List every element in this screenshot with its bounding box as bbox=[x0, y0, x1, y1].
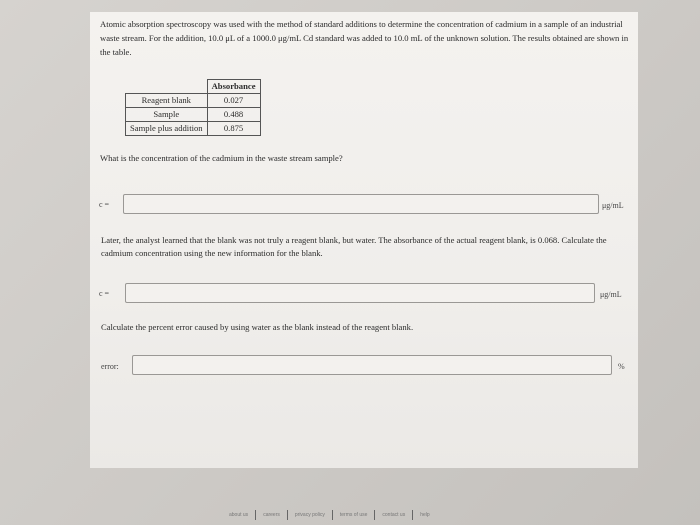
row-value: 0.027 bbox=[207, 94, 260, 108]
footer-links bbox=[222, 510, 437, 520]
table-header-row bbox=[126, 80, 261, 94]
concentration-input-1[interactable] bbox=[123, 194, 599, 214]
question-text: Atomic absorption spectroscopy was used with the method of standard additions to determine the concentration of cadmium in a sample of an industrial waste stream. For the addition, 10.0 μL of a 1000.0 μg/mL Cd standard was added to 10.0 mL of the unknown solution. The results obtained are shown in the table. bbox=[100, 19, 629, 57]
footer-link-about-us[interactable]: about us bbox=[222, 510, 256, 520]
concentration-input-2[interactable] bbox=[125, 283, 595, 303]
footer-link-careers[interactable]: careers bbox=[256, 510, 288, 520]
part3-prompt: Calculate the percent error caused by using water as the blank instead of the reagent blank. bbox=[101, 322, 414, 332]
row-value: 0.488 bbox=[207, 108, 260, 122]
part2-label: c = bbox=[99, 289, 110, 298]
table-header-absorbance: Absorbance bbox=[207, 80, 260, 94]
absorbance-table bbox=[125, 79, 261, 136]
part2-prompt: Later, the analyst learned that the blank was not truly a reagent blank, but water. The absorbance of the actual reagent blank, is 0.068. Calculate the cadmium concentration using the new information for the blank. bbox=[101, 235, 607, 258]
footer-link-contact-us[interactable]: contact us bbox=[375, 510, 413, 520]
table-row bbox=[126, 94, 261, 108]
table-row bbox=[126, 108, 261, 122]
part3-label: error: bbox=[101, 362, 119, 371]
footer-link-terms-of-use[interactable]: terms of use bbox=[333, 510, 376, 520]
part3-unit: % bbox=[618, 362, 625, 371]
table-corner bbox=[126, 80, 208, 94]
part1-prompt: What is the concentration of the cadmium in the waste stream sample? bbox=[100, 153, 343, 163]
part1-unit: μg/mL bbox=[602, 201, 624, 210]
row-value: 0.875 bbox=[207, 122, 260, 136]
percent-error-input[interactable] bbox=[132, 355, 612, 375]
part2-unit: μg/mL bbox=[600, 290, 622, 299]
question-page bbox=[90, 12, 638, 468]
part1-label: c = bbox=[99, 200, 110, 209]
row-label: Sample bbox=[126, 108, 208, 122]
footer-link-help[interactable]: help bbox=[420, 512, 430, 518]
table-row bbox=[126, 122, 261, 136]
row-label: Reagent blank bbox=[126, 94, 208, 108]
footer-link-privacy-policy[interactable]: privacy policy bbox=[288, 510, 333, 520]
row-label: Sample plus addition bbox=[126, 122, 208, 136]
